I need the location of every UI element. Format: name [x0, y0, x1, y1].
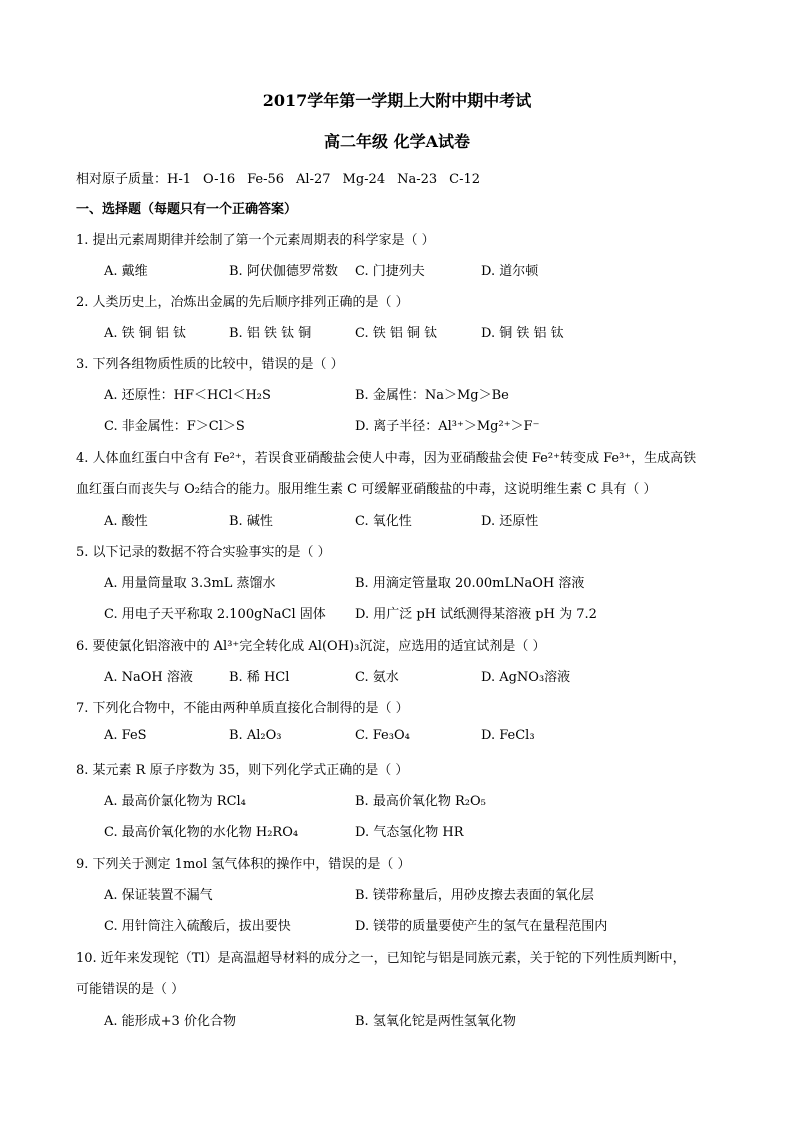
option-c: C. 用针筒注入硫酸后，拔出要快 [104, 919, 291, 934]
option-c: C. 铁 铝 铜 钛 [355, 326, 438, 341]
option-b: B. 金属性：Na＞Mg＞Be [355, 388, 509, 403]
question-stem: 2. 人类历史上，冶炼出金属的先后顺序排列正确的是（ ） [76, 295, 409, 310]
option-a: A. 最高价氯化物为 RCl₄ [104, 794, 246, 809]
option-d: D. AgNO₃溶液 [481, 670, 571, 685]
option-c: C. 用电子天平称取 2.100gNaCl 固体 [104, 607, 326, 622]
option-a: A. 酸性 [104, 514, 148, 529]
question-stem: 10. 近年来发现铊（Tl）是高温超导材料的成分之一，已知铊与铝是同族元素，关于铊的下列性质判断中， [76, 951, 686, 966]
option-c: C. 最高价氧化物的水化物 H₂RO₄ [104, 825, 299, 840]
question-stem: 4. 人体血红蛋白中含有 Fe²⁺，若误食亚硝酸盐会使人中毒，因为亚硝酸盐会使 Fe²⁺转变成 Fe³⁺，生成高铁 [76, 451, 697, 466]
option-c: C. 氨水 [355, 670, 399, 685]
option-a: A. 铁 铜 铝 钛 [104, 326, 187, 341]
option-b: B. 氢氧化铊是两性氢氧化物 [355, 1014, 516, 1029]
option-b: B. 铝 铁 钛 铜 [229, 326, 312, 341]
option-b: B. 稀 HCl [229, 670, 290, 685]
option-a: A. 还原性：HF＜HCl＜H₂S [104, 388, 271, 403]
atomic-mass-item: Fe-56 [247, 172, 285, 187]
option-d: D. 铜 铁 铝 钛 [481, 326, 564, 341]
question-stem: 9. 下列关于测定 1mol 氢气体积的操作中，错误的是（ ） [76, 857, 411, 872]
option-c: C. 门捷列夫 [355, 264, 425, 279]
question-stem: 7. 下列化合物中，不能由两种单质直接化合制得的是（ ） [76, 701, 409, 716]
atomic-mass-item: Mg-24 [342, 172, 386, 187]
option-d: D. FeCl₃ [481, 728, 535, 743]
exam-subtitle: 高二年级 化学A试卷 [324, 132, 470, 151]
atomic-mass-item: C-12 [449, 172, 481, 187]
atomic-mass-line [76, 168, 492, 187]
option-b: B. 碱性 [229, 514, 273, 529]
atomic-mass-item: H-1 [167, 172, 192, 187]
question-stem: 血红蛋白而丧失与 O₂结合的能力。服用维生素 C 可缓解亚硝酸盐的中毒，这说明维生素 C 具有（ ） [76, 482, 657, 497]
option-c: C. 氧化性 [355, 514, 412, 529]
option-d: D. 气态氢化物 HR [355, 825, 464, 840]
question-stem: 3. 下列各组物质性质的比较中，错误的是（ ） [76, 357, 344, 372]
atomic-mass-item: Na-23 [397, 172, 438, 187]
question-stem: 6. 要使氯化铝溶液中的 Al³⁺完全转化成 Al(OH)₃沉淀，应选用的适宜试剂是（ ） [76, 639, 546, 654]
option-a: A. 用量筒量取 3.3mL 蒸馏水 [104, 576, 276, 591]
option-c: C. 非金属性：F＞Cl＞S [104, 419, 245, 434]
option-a: A. 戴维 [104, 264, 148, 279]
option-d: D. 离子半径：Al³⁺＞Mg²⁺＞F⁻ [355, 419, 540, 434]
atomic-mass-item: Al-27 [296, 172, 331, 187]
question-stem: 8. 某元素 R 原子序数为 35，则下列化学式正确的是（ ） [76, 763, 409, 778]
section-title: 一、选择题（每题只有一个正确答案） [76, 202, 298, 217]
question-stem: 5. 以下记录的数据不符合实验事实的是（ ） [76, 545, 331, 560]
option-d: D. 用广泛 pH 试纸测得某溶液 pH 为 7.2 [355, 607, 597, 622]
option-a: A. NaOH 溶液 [104, 670, 193, 685]
question-stem: 1. 提出元素周期律并绘制了第一个元素周期表的科学家是（ ） [76, 233, 435, 248]
option-b: B. 用滴定管量取 20.00mLNaOH 溶液 [355, 576, 585, 591]
option-b: B. 阿伏伽德罗常数 [229, 264, 338, 279]
option-d: D. 还原性 [481, 514, 539, 529]
question-stem: 可能错误的是（ ） [76, 982, 185, 997]
option-b: B. Al₂O₃ [229, 728, 282, 743]
option-a: A. 能形成+3 价化合物 [104, 1014, 236, 1029]
exam-title: 2017学年第一学期上大附中期中考试 [262, 91, 532, 110]
option-c: C. Fe₃O₄ [355, 728, 410, 743]
option-b: B. 最高价氧化物 R₂O₅ [355, 794, 486, 809]
option-a: A. 保证装置不漏气 [104, 888, 213, 903]
atomic-mass-label: 相对原子质量： [76, 172, 168, 187]
atomic-mass-item: O-16 [203, 172, 236, 187]
option-d: D. 道尔顿 [481, 264, 539, 279]
option-d: D. 镁带的质量要使产生的氢气在量程范围内 [355, 919, 608, 934]
option-a: A. FeS [104, 728, 147, 743]
option-b: B. 镁带称量后，用砂皮擦去表面的氧化层 [355, 888, 594, 903]
